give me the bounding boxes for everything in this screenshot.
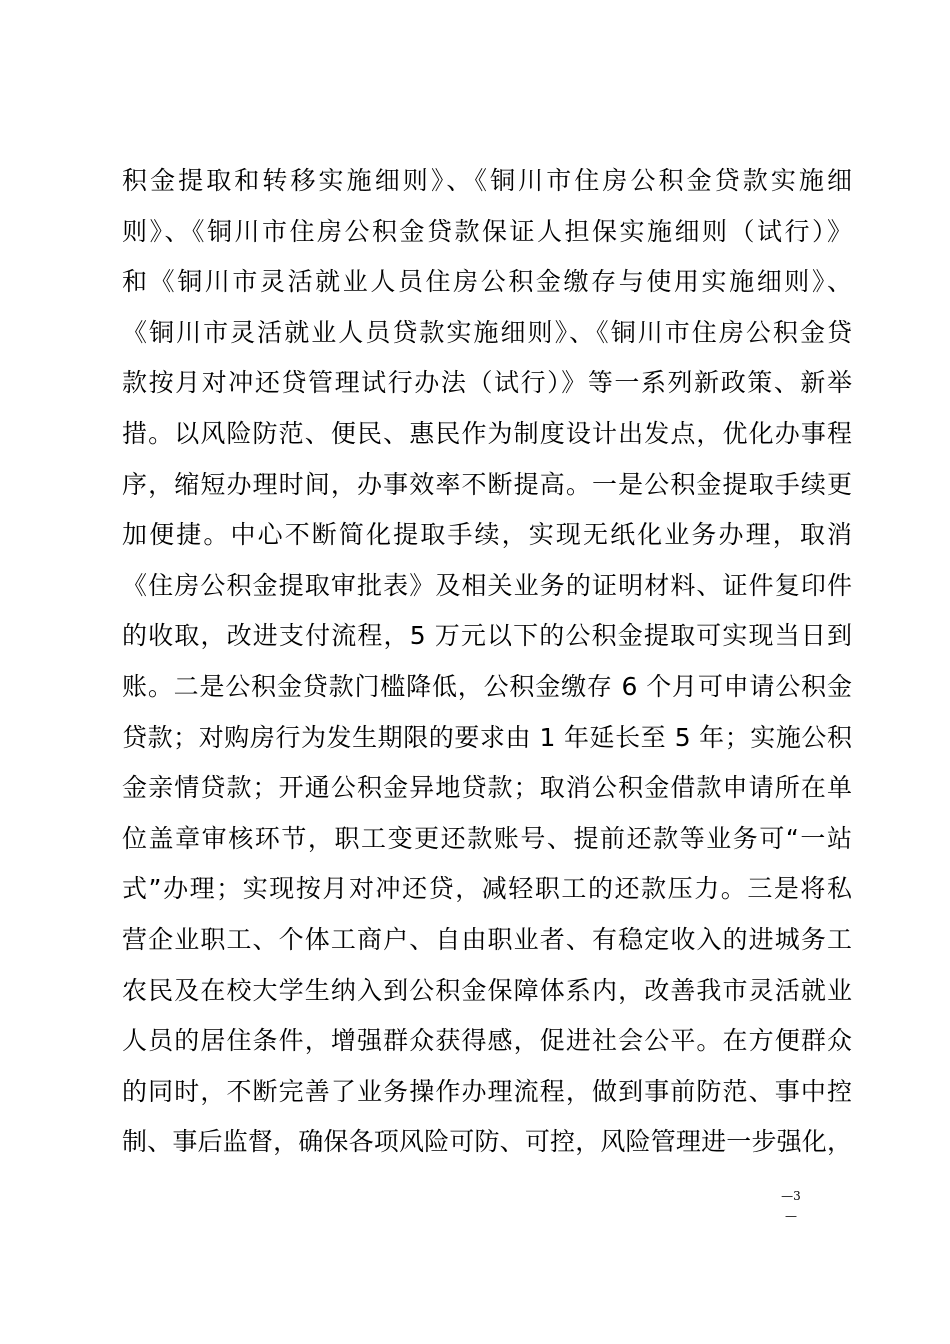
text-line: 金亲情贷款；开通公积金异地贷款；取消公积金借款申请所在单 <box>122 773 852 803</box>
text-line: 则》、《铜川市住房公积金贷款保证人担保实施细则（试行）》 <box>122 216 852 246</box>
text-line: 位盖章审核环节，职工变更还款账号、提前还款等业务可“一站 <box>122 823 852 853</box>
text-line: 营企业职工、个体工商户、自由职业者、有稳定收入的进城务工 <box>122 924 852 954</box>
text-line: 农民及在校大学生纳入到公积金保障体系内，改善我市灵活就业 <box>122 975 852 1005</box>
text-line: 人员的居住条件，增强群众获得感，促进社会公平。在方便群众 <box>122 1026 852 1056</box>
page-number: —3— <box>781 1189 801 1223</box>
text-line: 的同时，不断完善了业务操作办理流程，做到事前防范、事中控 <box>122 1076 852 1106</box>
text-line: 加便捷。中心不断简化提取手续，实现无纸化业务办理，取消 <box>122 520 852 550</box>
text-line: 积金提取和转移实施细则》、《铜川市住房公积金贷款实施细 <box>122 166 852 195</box>
text-line: 的收取，改进支付流程，5 万元以下的公积金提取可实现当日到 <box>122 621 852 651</box>
text-line: 和《铜川市灵活就业人员住房公积金缴存与使用实施细则》、 <box>122 267 852 297</box>
text-line: 《铜川市灵活就业人员贷款实施细则》、《铜川市住房公积金贷 <box>122 317 852 347</box>
body-text <box>122 156 852 1168</box>
text-line: 账。二是公积金贷款门槛降低，公积金缴存 6 个月可申请公积金 <box>122 671 852 701</box>
text-line: 式”办理；实现按月对冲还贷，减轻职工的还款压力。三是将私 <box>122 874 852 904</box>
text-line: 措。以风险防范、便民、惠民作为制度设计出发点，优化办事程 <box>122 418 852 448</box>
text-line: 贷款；对购房行为发生期限的要求由 1 年延长至 5 年；实施公积 <box>122 722 852 752</box>
text-line: 制、事后监督，确保各项风险可防、可控，风险管理进一步强化， <box>122 1127 852 1157</box>
text-line: 《住房公积金提取审批表》及相关业务的证明材料、证件复印件 <box>122 570 852 600</box>
text-line: 款按月对冲还贷管理试行办法（试行）》等一系列新政策、新举 <box>122 368 852 398</box>
text-line: 序，缩短办理时间，办事效率不断提高。一是公积金提取手续更 <box>122 469 852 499</box>
